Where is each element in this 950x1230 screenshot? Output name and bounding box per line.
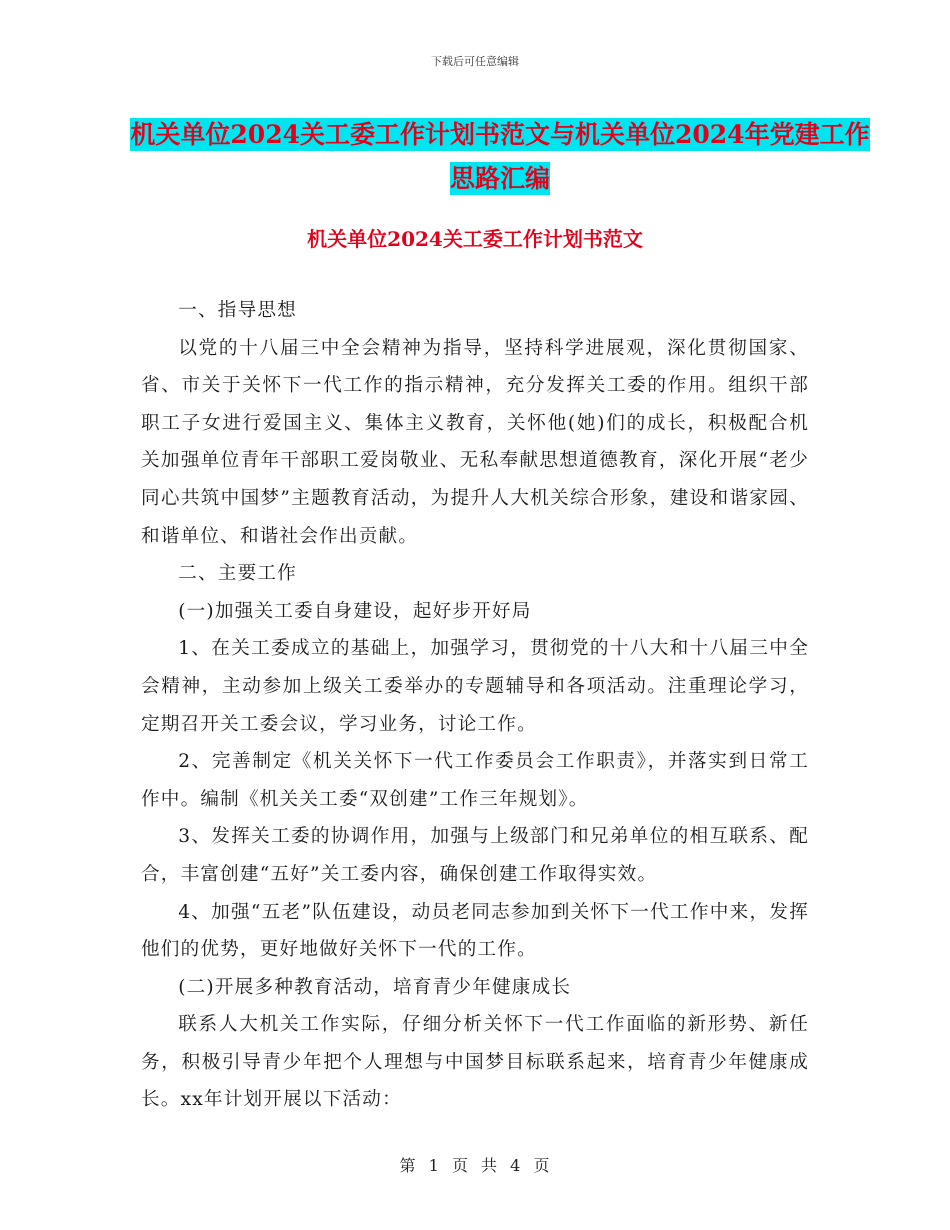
header-note: 下载后可任意编辑 bbox=[431, 55, 519, 68]
paragraph: 联系人大机关工作实际，仔细分析关怀下一代工作面临的新形势、新任务，积极引导青少年把个人理想与中国梦目标联系起来，培育青少年健康成长。xx年计划开展以下活动： bbox=[141, 1014, 809, 1111]
current-page-number: 1 bbox=[428, 1156, 440, 1175]
page-footer bbox=[0, 1153, 950, 1176]
paragraph-subheading: (二)开展多种教育活动，培育青少年健康成长 bbox=[178, 976, 572, 998]
total-pages-number: 4 bbox=[510, 1156, 522, 1175]
paragraph-heading-guiding-ideology: 一、指导思想 bbox=[178, 300, 297, 321]
document-title-text: 机关单位2024关工委工作计划书范文与机关单位2024年党建工作思路汇编 bbox=[130, 120, 870, 193]
paragraph: 4、加强“五老”队伍建设，动员老同志参加到关怀下一代工作中来，发挥他们的优势，更好地做好关怀下一代的工作。 bbox=[141, 901, 809, 961]
paragraph: 1、在关工委成立的基础上，加强学习，贯彻党的十八大和十八届三中全会精神，主动参加上级关工委举办的专题辅导和各项活动。注重理论学习，定期召开关工委会议，学习业务，讨论工作。 bbox=[141, 638, 809, 735]
paragraph: 以党的十八届三中全会精神为指导，坚持科学进展观，深化贯彻国家、省、市关于关怀下一代工作的指示精神，充分发挥关工委的作用。组织干部职工子女进行爱国主义、集体主义教育，关怀他(她)们的成长，积极配合机关加强单位青年干部职工爱岗敬业、无私奉献思想道德教育，深化开展“老少同心共筑中国梦”主题教育活动，为提升人大机关综合形象，建设和谐家园、和谐单位、和谐社会作出贡献。 bbox=[141, 337, 809, 547]
page-label-prefix: 第 bbox=[399, 1156, 417, 1175]
paragraph: 2、完善制定《机关关怀下一代工作委员会工作职责》，并落实到日常工作中。编制《机关关工委“双创建”工作三年规划》。 bbox=[141, 751, 809, 810]
document-title bbox=[120, 113, 880, 201]
section-title: 机关单位2024关工委工作计划书范文 bbox=[307, 227, 643, 251]
page-label-suffix: 页 bbox=[533, 1156, 551, 1175]
paragraph-heading-main-work: 二、主要工作 bbox=[178, 563, 297, 585]
document-body bbox=[141, 292, 809, 1119]
page-label-mid: 页 bbox=[451, 1156, 469, 1175]
paragraph: 3、发挥关工委的协调作用，加强与上级部门和兄弟单位的相互联系、配合，丰富创建“五好”关工委内容，确保创建工作取得实效。 bbox=[141, 826, 809, 885]
total-label: 共 bbox=[481, 1156, 499, 1175]
paragraph-subheading: (一)加强关工委自身建设，起好步开好局 bbox=[178, 600, 532, 622]
